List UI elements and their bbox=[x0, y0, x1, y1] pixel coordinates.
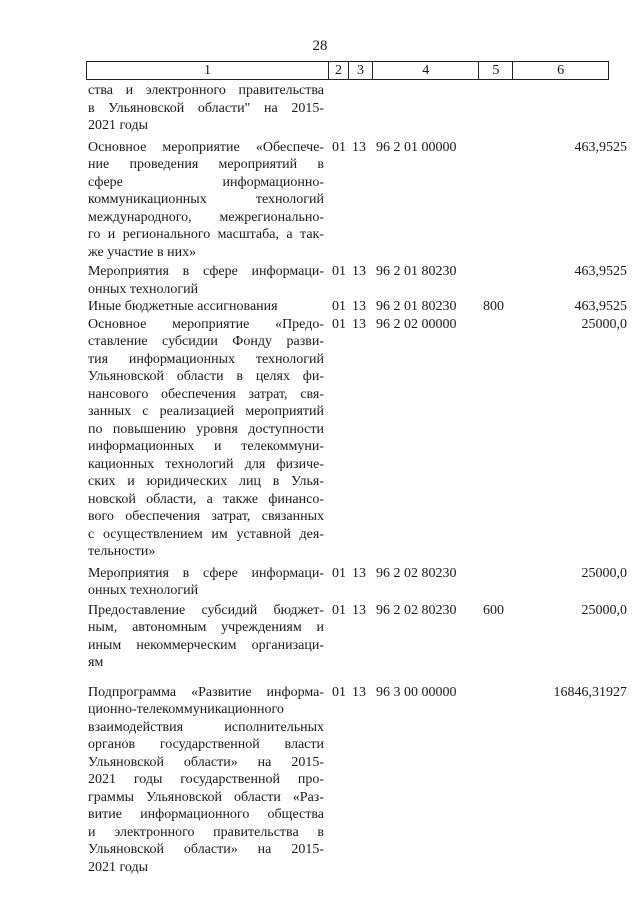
chapter-code: 01 bbox=[332, 565, 346, 581]
table-row bbox=[0, 82, 640, 135]
chapter-code bbox=[332, 82, 352, 135]
expense-type-code bbox=[483, 82, 533, 135]
row-name-line: кационных технологий для физиче- bbox=[88, 456, 324, 472]
row-name-line: ционно-телекоммуникационного bbox=[88, 702, 284, 717]
row-name-line: 2021 годы bbox=[88, 118, 149, 133]
header-col-3: 3 bbox=[349, 62, 373, 79]
amount bbox=[533, 82, 627, 135]
subchapter-code: 13 bbox=[352, 299, 366, 314]
table-row bbox=[0, 139, 640, 262]
target-article-code: 96 2 01 80230 bbox=[376, 264, 457, 279]
row-codes bbox=[332, 139, 627, 262]
row-codes bbox=[332, 298, 627, 316]
subchapter-code: 13 bbox=[352, 565, 366, 581]
table-header bbox=[86, 61, 609, 80]
row-name-line: ставление субсидии Фонду разви- bbox=[88, 334, 324, 349]
target-article-code: 96 2 02 80230 bbox=[376, 602, 457, 618]
row-codes bbox=[332, 602, 627, 672]
row-name-line: с осуществлением им уставной дея- bbox=[88, 526, 324, 542]
target-article-code bbox=[376, 82, 483, 135]
header-col-2: 2 bbox=[329, 62, 349, 79]
chapter-code: 01 bbox=[332, 299, 346, 314]
row-name-line: ным, автономным учреждениям и bbox=[88, 620, 324, 635]
row-name-line: новской области, а также финансо- bbox=[88, 491, 324, 507]
row-name bbox=[88, 139, 324, 262]
row-name-line: 2021 годы bbox=[88, 859, 149, 875]
table-row bbox=[0, 684, 640, 877]
table-row bbox=[0, 565, 640, 600]
amount: 25000,0 bbox=[581, 565, 627, 581]
table-row bbox=[0, 316, 640, 561]
expense-type-code bbox=[483, 684, 533, 877]
expense-type-code: 600 bbox=[483, 602, 504, 618]
row-name-line: тия информационных технологий bbox=[88, 351, 324, 367]
row-name-line: вого обеспечения затрат, связанных bbox=[88, 509, 324, 524]
row-name bbox=[88, 263, 324, 298]
expense-type-code bbox=[483, 316, 533, 561]
row-name-line: Мероприятия в сфере информаци- bbox=[88, 565, 324, 581]
row-name-line: онных технологий bbox=[88, 583, 199, 598]
expense-type-code bbox=[483, 139, 533, 262]
row-name-line: онных технологий bbox=[88, 281, 199, 297]
amount: 25000,0 bbox=[581, 602, 627, 618]
amount: 16846,31927 bbox=[553, 684, 627, 700]
amount: 463,9525 bbox=[574, 139, 627, 155]
header-col-5: 5 bbox=[479, 62, 513, 79]
subchapter-code: 13 bbox=[352, 602, 366, 618]
subchapter-code: 13 bbox=[352, 316, 366, 332]
target-article-code: 96 3 00 00000 bbox=[376, 684, 457, 700]
amount: 463,9525 bbox=[574, 299, 627, 314]
row-name-line: по повышению уровня доступности bbox=[88, 421, 324, 437]
chapter-code: 01 bbox=[332, 316, 346, 332]
table-row bbox=[0, 602, 640, 672]
row-name bbox=[88, 565, 324, 600]
target-article-code: 96 2 01 80230 bbox=[376, 299, 457, 314]
row-name-line: тельности» bbox=[88, 544, 156, 559]
row-name-line: в Ульяновской области" на 2015- bbox=[88, 100, 324, 116]
subchapter-code: 13 bbox=[352, 139, 366, 155]
row-name-line: органов государственной власти bbox=[88, 737, 324, 752]
header-col-1: 1 bbox=[87, 62, 329, 79]
chapter-code: 01 bbox=[332, 684, 346, 700]
target-article-code: 96 2 02 00000 bbox=[376, 316, 457, 332]
row-name-line: Подпрограмма «Развитие информа- bbox=[88, 684, 324, 700]
row-name-line: Предоставление субсидий бюджет- bbox=[88, 602, 324, 618]
row-name-line: ние проведения мероприятий в bbox=[88, 157, 324, 172]
amount: 463,9525 bbox=[574, 264, 627, 279]
row-name-line: же участие в них» bbox=[88, 244, 197, 260]
row-name bbox=[88, 298, 324, 316]
chapter-code: 01 bbox=[332, 139, 346, 155]
row-name-line: граммы Ульяновской области «Раз- bbox=[88, 789, 324, 805]
row-codes bbox=[332, 263, 627, 298]
row-codes bbox=[332, 684, 627, 877]
row-name-line: Иные бюджетные ассигнования bbox=[88, 299, 278, 314]
target-article-code: 96 2 02 80230 bbox=[376, 565, 457, 581]
row-name-line: нансового обеспечения затрат, свя- bbox=[88, 386, 324, 402]
table-body bbox=[0, 82, 640, 876]
table-row bbox=[0, 298, 640, 316]
row-name-line: Ульяновской области в целях фи- bbox=[88, 369, 324, 384]
row-name-line: витие информационного общества bbox=[88, 807, 324, 822]
amount: 25000,0 bbox=[581, 316, 627, 332]
row-name-line: сфере информационно- bbox=[88, 174, 324, 190]
row-name bbox=[88, 684, 324, 877]
table-row bbox=[0, 263, 640, 298]
row-name-line: иным некоммерческим организаци- bbox=[88, 637, 324, 653]
target-article-code: 96 2 01 00000 bbox=[376, 139, 457, 155]
row-name-line: ям bbox=[88, 655, 104, 670]
expense-type-code bbox=[483, 565, 533, 600]
row-name-line: Основное мероприятие «Предо- bbox=[88, 316, 324, 332]
row-name-line: международного, межрегионально- bbox=[88, 209, 324, 225]
row-name-line: информационных и телекоммуни- bbox=[88, 439, 324, 454]
row-codes bbox=[332, 82, 627, 135]
row-name-line: Мероприятия в сфере информаци- bbox=[88, 264, 324, 279]
row-name bbox=[88, 316, 324, 561]
row-name-line: взаимодействия исполнительных bbox=[88, 719, 324, 735]
expense-type-code: 800 bbox=[483, 299, 504, 314]
row-name bbox=[88, 602, 324, 672]
row-codes bbox=[332, 565, 627, 600]
row-name-line: го и регионального масштаба, а так- bbox=[88, 227, 324, 242]
header-col-4: 4 bbox=[373, 62, 480, 79]
row-name-line: коммуникационных технологий bbox=[88, 192, 324, 207]
row-name-line: Основное мероприятие «Обеспече- bbox=[88, 139, 324, 155]
row-name-line: ства и электронного правительства bbox=[88, 83, 324, 98]
chapter-code: 01 bbox=[332, 264, 346, 279]
row-name-line: и электронного правительства в bbox=[88, 824, 324, 840]
row-codes bbox=[332, 316, 627, 561]
subchapter-code: 13 bbox=[352, 684, 366, 700]
expense-type-code bbox=[483, 263, 533, 298]
subchapter-code bbox=[352, 82, 376, 135]
header-col-6: 6 bbox=[557, 63, 565, 78]
row-name-line: ских и юридических лиц в Улья- bbox=[88, 474, 324, 489]
row-name-line: занных с реализацией мероприятий bbox=[88, 404, 324, 419]
subchapter-code: 13 bbox=[352, 264, 366, 279]
row-name-line: Ульяновской области» на 2015- bbox=[88, 754, 324, 770]
chapter-code: 01 bbox=[332, 602, 346, 618]
row-name bbox=[88, 82, 324, 135]
row-name-line: Ульяновской области» на 2015- bbox=[88, 842, 324, 857]
row-name-line: 2021 годы государственной про- bbox=[88, 772, 324, 787]
page-number: 28 bbox=[312, 38, 328, 54]
